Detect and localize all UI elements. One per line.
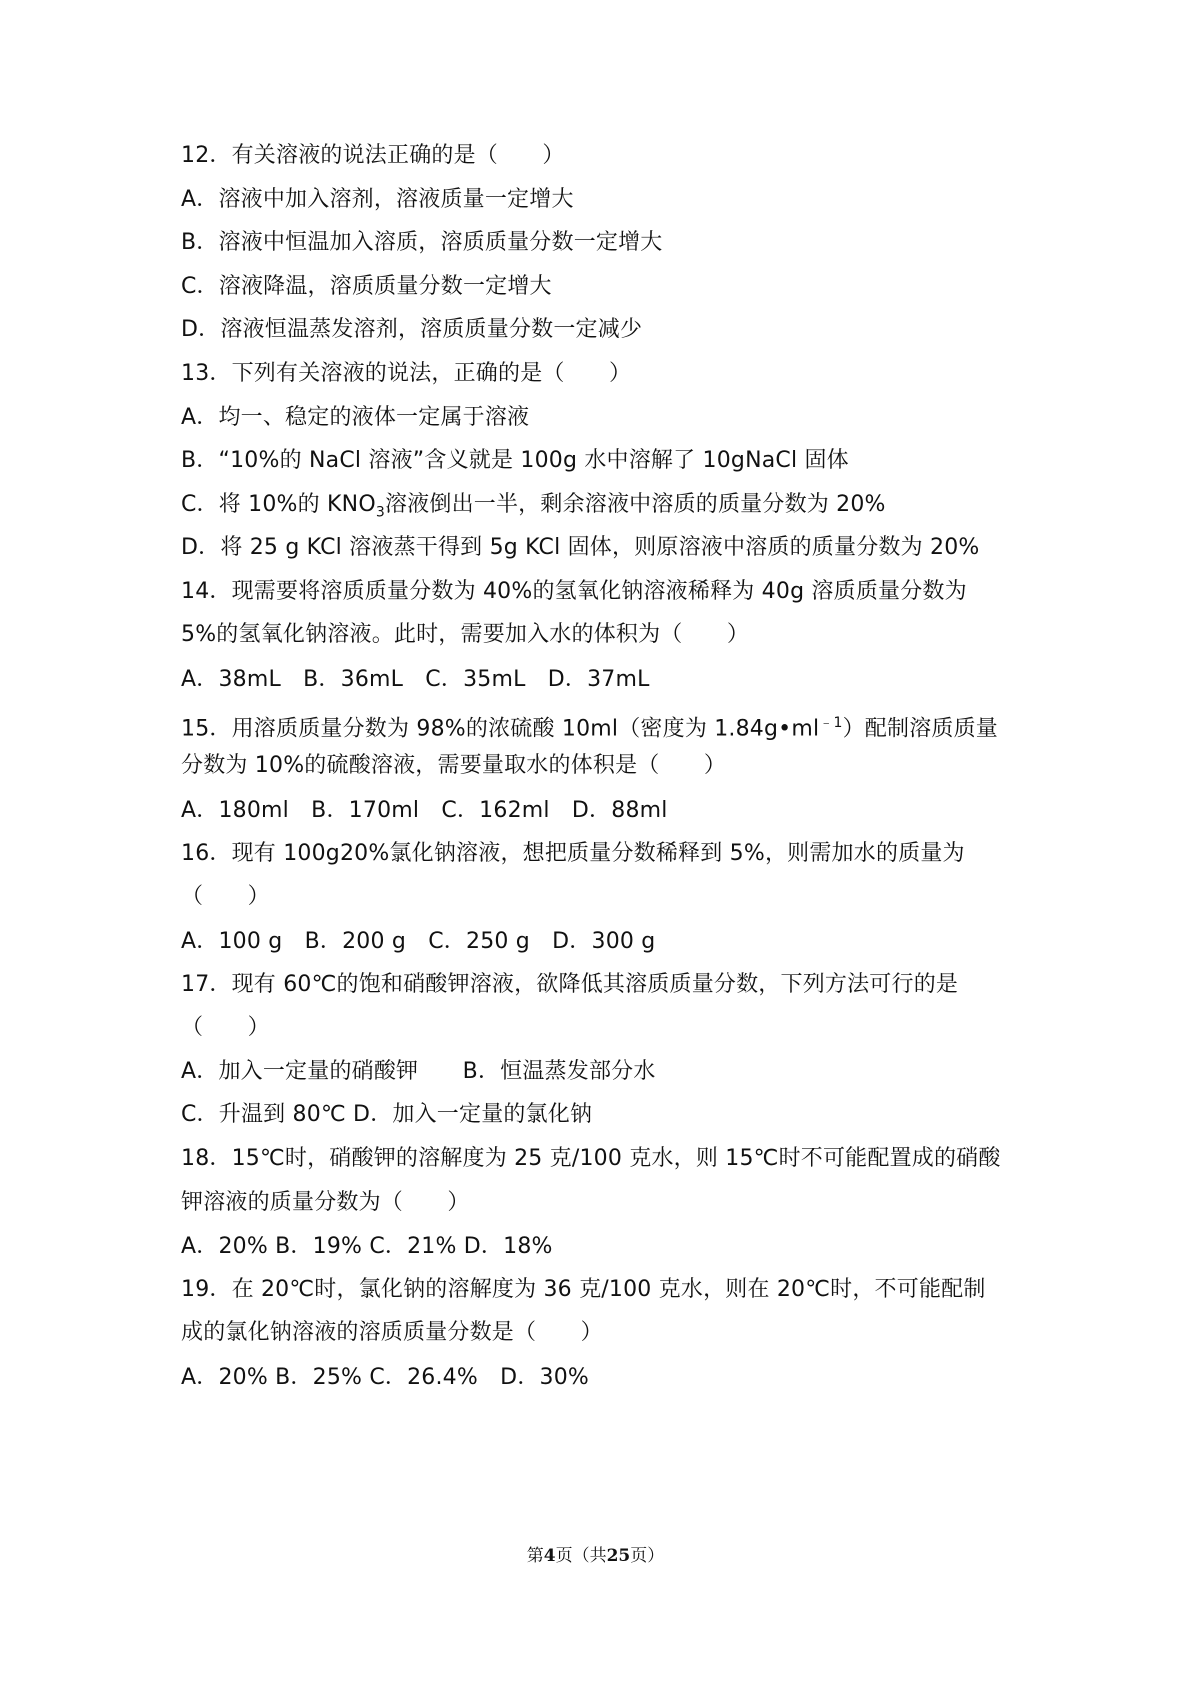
question-13-option-c-post: 溶液倒出一半，剩余溶液中溶质的质量分数为 20% <box>384 492 886 517</box>
question-12-option-a: A．溶液中加入溶剂，溶液质量一定增大 <box>181 187 574 212</box>
question-16-options: A．100 g B．200 g C．250 g D．300 g <box>181 929 656 954</box>
footer-suffix: 页） <box>630 1546 665 1566</box>
footer-page-number: 4 <box>543 1546 556 1566</box>
question-18-stem-line-2: 钾溶液的质量分数为（ ） <box>181 1190 470 1215</box>
question-14-stem-line-1: 14．现需要将溶质质量分数为 40%的氢氧化钠溶液稀释为 40g 溶质质量分数为 <box>181 579 967 604</box>
question-13-option-a: A．均一、稳定的液体一定属于溶液 <box>181 405 530 430</box>
question-16-stem-line-2: （ ） <box>181 884 270 909</box>
question-15-stem-line-1 <box>181 703 1041 743</box>
question-15-stem-line-2: 分数为 10%的硫酸溶液，需要量取水的体积是（ ） <box>181 753 727 778</box>
footer-middle: 页（共 <box>555 1546 607 1566</box>
footer-prefix: 第 <box>526 1546 544 1566</box>
question-16-stem-line-1: 16．现有 100g20%氯化钠溶液，想把质量分数稀释到 5%，则需加水的质量为 <box>181 841 965 866</box>
question-19-stem-line-2: 成的氯化钠溶液的溶质质量分数是（ ） <box>181 1320 603 1345</box>
question-15-stem-superscript: ﹣1 <box>819 715 843 731</box>
question-17-stem-line-1: 17．现有 60℃的饱和硝酸钾溶液，欲降低其溶质质量分数，下列方法可行的是 <box>181 972 959 997</box>
question-15-stem-pre: 15．用溶质质量分数为 98%的浓硫酸 10ml（密度为 1.84g•ml <box>181 716 820 742</box>
question-13-option-d: D．将 25 g KCl 溶液蒸干得到 5g KCl 固体，则原溶液中溶质的质量分数为 20% <box>181 535 980 560</box>
question-18-options: A．20% B．19% C．21% D．18% <box>181 1234 553 1259</box>
question-19-options: A．20% B．25% C．26.4% D．30% <box>181 1365 590 1390</box>
question-15-options: A．180ml B．170ml C．162ml D．88ml <box>181 798 668 823</box>
question-18-stem-line-1: 18．15℃时，硝酸钾的溶解度为 25 克/100 克水，则 15℃时不可能配置成的硝酸 <box>181 1146 1001 1171</box>
question-12-option-b: B．溶液中恒温加入溶质，溶质质量分数一定增大 <box>181 230 663 255</box>
question-13-option-c-pre: C．将 10%的 KNO <box>181 492 376 517</box>
question-15-stem-post: ）配制溶质质量 <box>842 716 998 742</box>
question-12-option-d: D．溶液恒温蒸发溶剂，溶质质量分数一定减少 <box>181 317 643 342</box>
question-19-stem-line-1: 19．在 20℃时，氯化钠的溶解度为 36 克/100 克水，则在 20℃时，不可能配制 <box>181 1277 986 1302</box>
question-12-option-c: C．溶液降温，溶质质量分数一定增大 <box>181 274 552 299</box>
question-13-option-b: B．“10%的 NaCl 溶液”含义就是 100g 水中溶解了 10gNaCl 固体 <box>181 448 849 473</box>
footer-total-pages: 25 <box>606 1546 631 1566</box>
question-14-options: A．38mL B．36mL C．35mL D．37mL <box>181 667 650 692</box>
question-13-option-c-subscript: 3 <box>375 504 385 521</box>
question-13-option-c <box>181 485 1041 525</box>
question-12-stem: 12．有关溶液的说法正确的是（ ） <box>181 143 565 168</box>
question-14-stem-line-2: 5%的氢氧化钠溶液。此时，需要加入水的体积为（ ） <box>181 622 750 647</box>
question-17-options-line-1: A．加入一定量的硝酸钾 B．恒温蒸发部分水 <box>181 1059 656 1084</box>
question-17-options-line-2: C．升温到 80℃ D．加入一定量的氯化钠 <box>181 1102 593 1127</box>
question-13-stem: 13．下列有关溶液的说法，正确的是（ ） <box>181 361 632 386</box>
question-17-stem-line-2: （ ） <box>181 1015 270 1040</box>
page-footer <box>0 1541 1191 1571</box>
